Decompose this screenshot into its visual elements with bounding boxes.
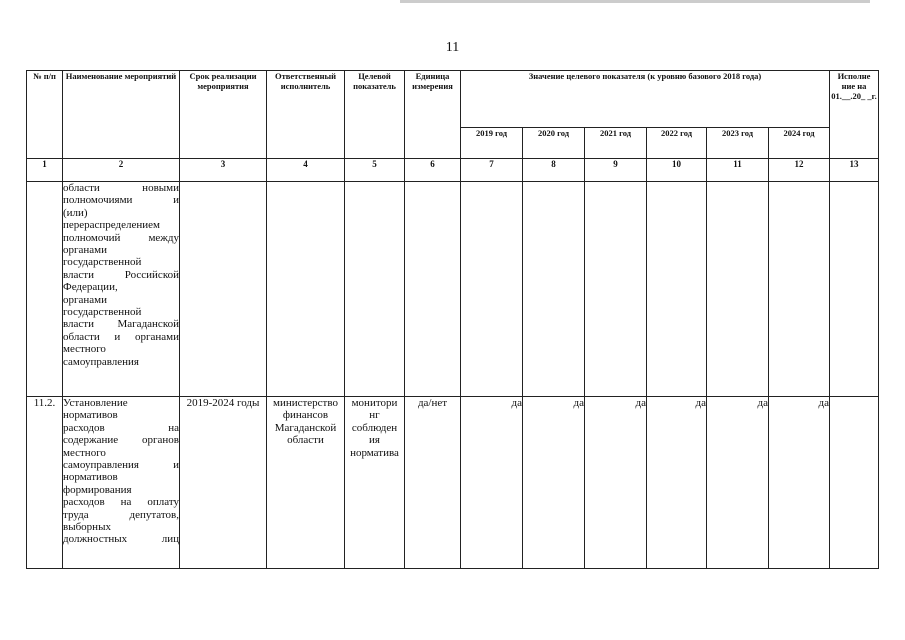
empty-cell [523,182,585,397]
column-number: 6 [405,159,461,182]
measure-name-line: нормативов [63,409,118,422]
table-row [27,182,879,397]
header-year: 2021 год [585,128,647,159]
column-number: 4 [267,159,345,182]
header-values: Значение целевого показателя (к уровню базового 2018 года) [461,71,830,128]
header-execution: Исполне ние на 01.__.20_ _г. [830,71,879,159]
value-2021: да [585,397,647,569]
header-year: 2019 год [461,128,523,159]
measure-name-line: области новыми [63,182,179,194]
measure-name-line: полномочий между [63,231,179,244]
value-2023: да [707,397,769,569]
measures-table [26,70,879,569]
value-2024: да [769,397,830,569]
measure-name-line: местного [63,446,106,459]
column-number: 2 [63,159,180,182]
measure-name-line: перераспределением [63,219,161,232]
measure-name-line: Федерации, [63,281,118,294]
header-name: Наименование мероприятий [63,71,180,159]
value-2022: да [647,397,707,569]
column-number: 9 [585,159,647,182]
target-indicator [345,397,405,569]
row-number [27,182,63,397]
header-unit: Единица измерения [405,71,461,159]
column-number: 13 [830,159,879,182]
measure-name-line: власти Магаданской [63,318,179,331]
measure-name-line: органами [63,244,108,257]
responsible-executor: министерство финансов Магаданской области [267,397,345,569]
column-number-row [27,159,879,182]
table-row [27,397,879,569]
column-number: 11 [707,159,769,182]
measure-name-line: расходов на [63,421,179,434]
page-number: 11 [445,40,460,55]
value-2020: да [523,397,585,569]
column-number: 10 [647,159,707,182]
header-year: 2020 год [523,128,585,159]
header-year: 2022 год [647,128,707,159]
column-number: 5 [345,159,405,182]
target-indicator-line: норматива [350,446,399,459]
measure-name-line: самоуправления [63,355,139,368]
implementation-term: 2019-2024 годы [180,397,267,569]
header-indicator: Целевой показатель [345,71,405,159]
measure-name-line: Установление [63,397,128,409]
execution-cell [830,397,879,569]
empty-cell [461,182,523,397]
header-year: 2023 год [707,128,769,159]
column-number: 1 [27,159,63,182]
measure-name-line: выборных [63,521,111,534]
measure-name-line: нормативов [63,471,118,484]
measure-name-line: органами [63,293,108,306]
empty-cell [769,182,830,397]
target-indicator-line: монитори [351,397,398,409]
target-indicator-line: соблюден [351,421,398,434]
empty-cell [647,182,707,397]
target-indicator-line: нг [369,409,380,422]
measure-name-line: полномочиями и [63,194,179,207]
scan-artifact [400,0,870,3]
measure-name-line: расходов на оплату [63,496,179,509]
column-number: 3 [180,159,267,182]
column-number: 12 [769,159,830,182]
measure-name-line: власти Российской [63,268,179,281]
header-row [27,71,879,128]
column-number: 8 [523,159,585,182]
measure-name [63,397,180,569]
row-number: 11.2. [27,397,63,569]
measure-name-line: государственной [63,306,142,319]
header-term: Срок реализации мероприятия [180,71,267,159]
measure-name-line: должностных лиц [63,533,179,546]
measure-name-line: государственной [63,256,142,269]
measure-name [63,182,180,397]
measure-name-line: труда депутатов, [63,508,179,521]
header-responsible: Ответственный исполнитель [267,71,345,159]
value-2019: да [461,397,523,569]
empty-cell [180,182,267,397]
target-indicator-line: ия [369,434,380,447]
empty-cell [345,182,405,397]
measure-name-line: содержание органов [63,434,179,447]
measure-name-line: самоуправления и [63,459,179,472]
empty-cell [585,182,647,397]
column-number: 7 [461,159,523,182]
empty-cell [267,182,345,397]
header-no: № п/п [27,71,63,159]
empty-cell [405,182,461,397]
header-year: 2024 год [769,128,830,159]
measure-name-line: местного [63,343,106,356]
unit-of-measure: да/нет [405,397,461,569]
empty-cell [830,182,879,397]
measure-name-line: (или) [63,206,88,219]
measure-name-line: формирования [63,483,132,496]
empty-cell [707,182,769,397]
measure-name-line: области и органами [63,330,179,343]
